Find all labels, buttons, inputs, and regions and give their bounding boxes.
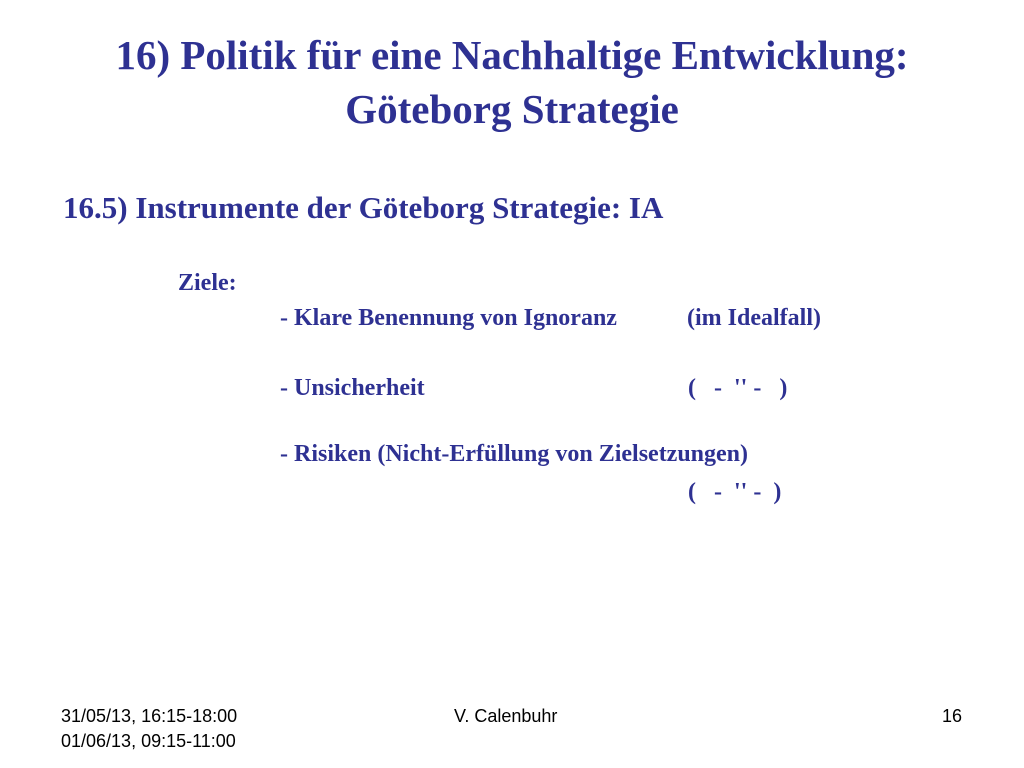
section-heading: 16.5) Instrumente der Göteborg Strategie: IA xyxy=(63,190,664,225)
bullet-item-unsicherheit: - Unsicherheit xyxy=(280,375,425,401)
slide-title-line-1: 16) Politik für eine Nachhaltige Entwicklung: xyxy=(115,32,909,78)
footer-date-line-1: 31/05/13, 16:15-18:00 xyxy=(61,706,238,726)
footer-date-line-2: 01/06/13, 09:15-11:00 xyxy=(61,731,236,751)
bullet-note-risiken: ( - '' - ) xyxy=(688,479,782,505)
footer-author: V. Calenbuhr xyxy=(454,706,558,726)
bullet-note-ignoranz: (im Idealfall) xyxy=(687,305,821,331)
bullet-item-ignoranz: - Klare Benennung von Ignoranz xyxy=(280,305,617,331)
bullet-note-unsicherheit: ( - '' - ) xyxy=(688,375,788,401)
slide-title xyxy=(0,28,1024,136)
slide-title-line-2: Göteborg Strategie xyxy=(345,86,679,132)
bullet-item-risiken: - Risiken (Nicht-Erfüllung von Zielsetzungen) xyxy=(280,441,749,467)
goals-label: Ziele: xyxy=(178,270,237,296)
page-number: 16 xyxy=(942,706,963,726)
